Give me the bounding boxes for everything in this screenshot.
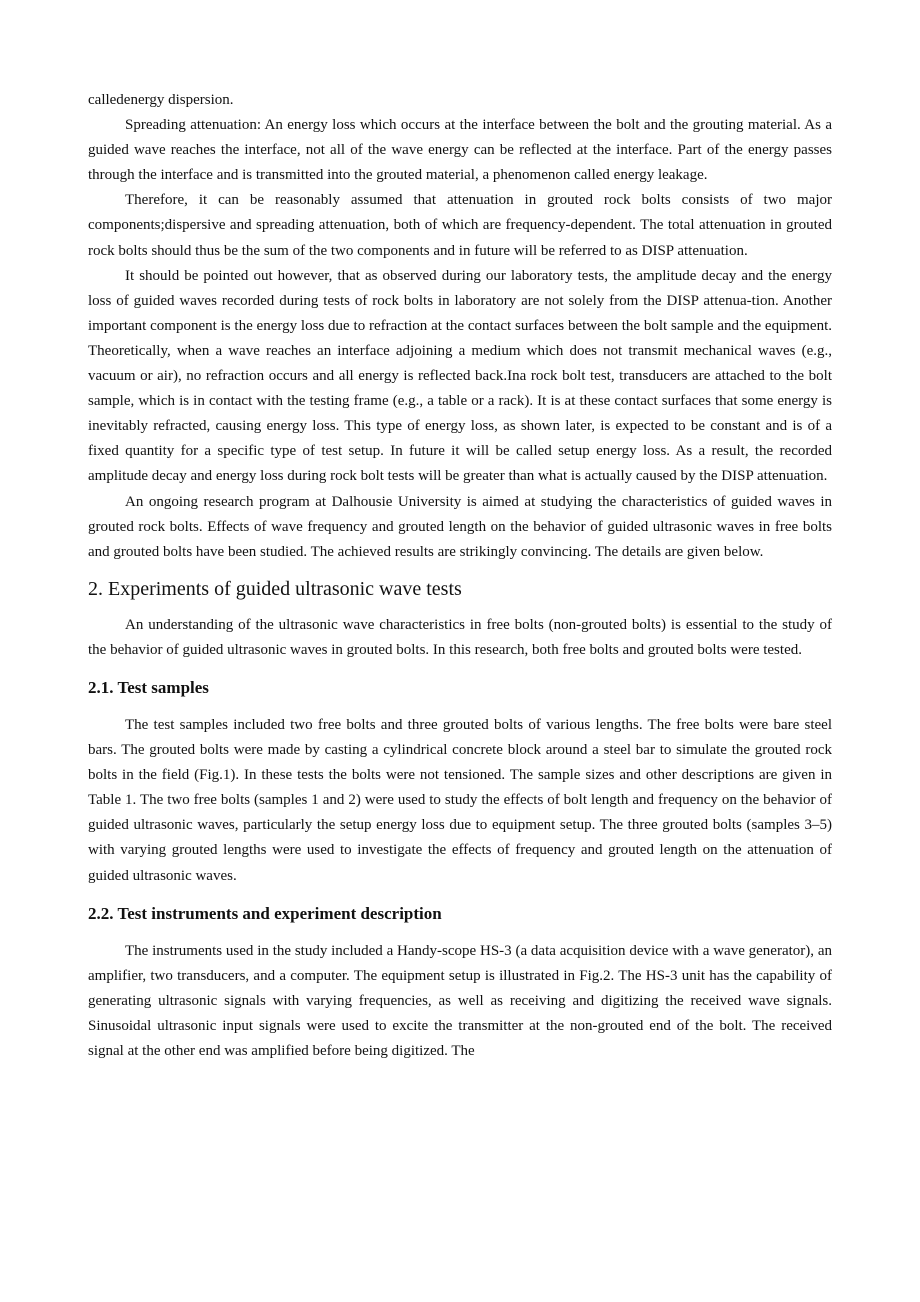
paragraph-spreading-attenuation: Spreading attenuation: An energy loss which occurs at the interface between the bolt and the grouting material. As a guided wave reaches the interface, not all of the wave energy can be reflected at the interface. Part of the energy passes through the interface and is transmitted into the grouted material, a phenomenon called energy leakage.	[88, 117, 832, 184]
document-page	[88, 88, 832, 1064]
subsection-heading-test-samples: 2.1. Test samples	[88, 677, 209, 697]
section-heading-experiments: 2. Experiments of guided ultrasonic wave tests	[88, 577, 462, 600]
paragraph-setup-energy-loss: It should be pointed out however, that as observed during our laboratory tests, the amplitude decay and the energy loss of guided waves recorded during tests of rock bolts in laboratory are not solely from the DISP attenua-tion. Another important component is the energy loss due to refraction at the contact surfaces between the bolt sample and the equipment. Theoretically, when a wave reaches an interface adjoining a medium which does not transmit mechanical waves (e.g., vacuum or air), no refraction occurs and all energy is reflected back.Ina rock bolt test, transducers are attached to the bolt sample, which is in contact with the testing frame (e.g., a table or a rack). It is at these contact surfaces that some energy is inevitably refracted, causing energy loss. This type of energy loss, as shown later, is expected to be constant and is of a fixed quantity for a specific type of test setup. In future it will be called setup energy loss. As a result, the recorded amplitude decay and energy loss during rock bolt tests will be greater than what is actually caused by the DISP attenuation.	[88, 267, 832, 485]
subsection-heading-test-instruments: 2.2. Test instruments and experiment description	[88, 903, 442, 923]
paragraph-experiments-intro: An understanding of the ultrasonic wave characteristics in free bolts (non-grouted bolts) is essential to the study of the behavior of guided ultrasonic waves in grouted bolts. In this research, both free bolts and grouted bolts were tested.	[88, 616, 832, 658]
paragraph-research-program: An ongoing research program at Dalhousie University is aimed at studying the characteristics of guided waves in grouted rock bolts. Effects of wave frequency and grouted length on the behavior of guided ultrasonic waves in free bolts and grouted bolts have been studied. The achieved results are strikingly convincing. The details are given below.	[88, 493, 832, 560]
paragraph-continuation: calledenergy dispersion.	[88, 92, 234, 108]
paragraph-test-samples: The test samples included two free bolts and three grouted bolts of various lengths. The free bolts were bare steel bars. The grouted bolts were made by casting a cylindrical concrete block around a steel bar to simulate the grouted rock bolts in the field (Fig.1). In these tests the bolts were not tensioned. The sample sizes and other descriptions are given in Table 1. The two free bolts (samples 1 and 2) were used to study the effects of bolt length and frequency on the behavior of guided ultrasonic waves, particularly the setup energy loss due to equipment setup. The three grouted bolts (samples 3–5) with varying grouted lengths were used to investigate the effects of frequency and grouted length on the attenuation of guided ultrasonic waves.	[88, 716, 832, 884]
paragraph-disp-attenuation: Therefore, it can be reasonably assumed that attenuation in grouted rock bolts consists of two major components;dispersive and spreading attenuation, both of which are frequency-dependent. The total attenuation in grouted rock bolts should thus be the sum of the two components and in future will be referred to as DISP attenuation.	[88, 192, 832, 259]
paragraph-test-instruments: The instruments used in the study included a Handy-scope HS-3 (a data acquisition device with a wave generator), an amplifier, two transducers, and a computer. The equipment setup is illustrated in Fig.2. The HS-3 unit has the capability of generating ultrasonic signals with varying frequencies, as well as receiving and digitizing the received wave signals. Sinusoidal ultrasonic input signals were used to excite the transmitter at the non-grouted end of the bolt. The received signal at the other end was amplified before being digitized. The	[88, 942, 832, 1059]
